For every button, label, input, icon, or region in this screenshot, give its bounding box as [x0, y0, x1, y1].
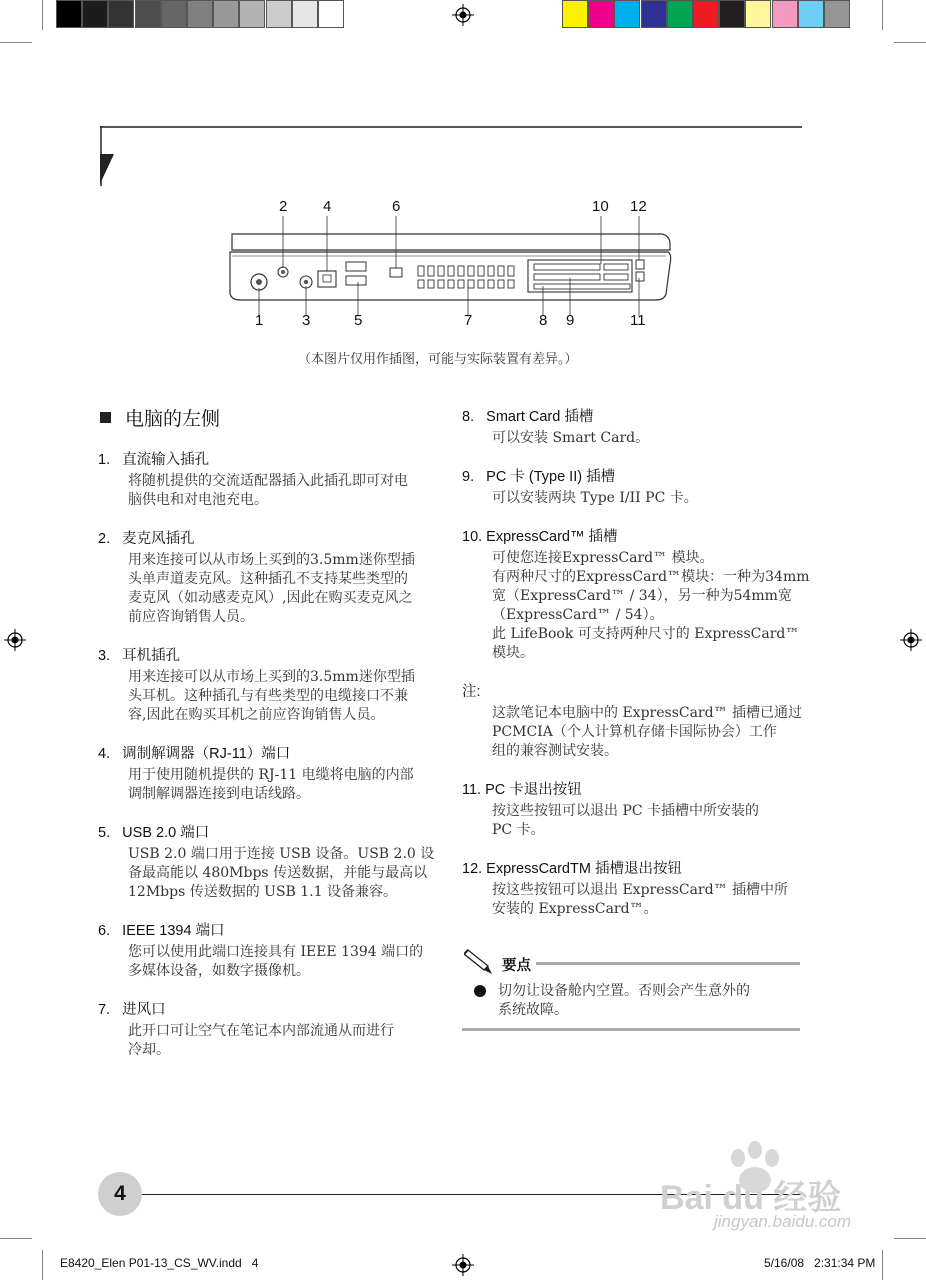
registration-mark-icon: [452, 1254, 474, 1276]
list-item: [462, 405, 802, 448]
crop-mark: [0, 42, 32, 43]
list-item: [462, 465, 802, 508]
color-swatch: [824, 0, 850, 28]
laptop-side-illustration: [220, 198, 680, 338]
item-text-line: 多媒体设备，如数字摄像机。: [128, 963, 310, 979]
square-bullet-icon: [100, 412, 111, 423]
figure-caption: （本图片仅用作插图，可能与实际装置有差异。）: [298, 352, 578, 367]
section-title: [100, 404, 220, 431]
key-point-box: [462, 946, 800, 1034]
color-swatch: [82, 0, 108, 28]
item-text-line: 用于使用随机提供的 RJ-11 电缆将电脑的内部: [128, 767, 414, 783]
item-text-line: 此 LifeBook 可支持两种尺寸的 ExpressCard™: [492, 626, 800, 642]
item-text-line: 可以安装两块 Type I/II PC 卡。: [492, 490, 698, 506]
item-title: 10. ExpressCard™ 插槽: [462, 529, 618, 545]
figure-callout: 5: [354, 312, 363, 329]
registration-mark-icon: [452, 4, 474, 26]
item-title: 12. ExpressCardTM 插槽退出按钮: [462, 861, 682, 877]
item-text-line: 将随机提供的交流适配器插入此插孔即可对电: [128, 473, 408, 489]
color-swatch: [266, 0, 292, 28]
watermark-brand: Bai du 经验: [660, 1179, 842, 1217]
list-item: [98, 742, 438, 804]
crop-mark: [882, 1250, 883, 1280]
list-item: [462, 778, 802, 840]
item-text-line: 宽（ExpressCard™ / 34），另一种为54mm宽: [492, 588, 792, 604]
list-item: [462, 857, 802, 919]
item-text-line: 可以安装 Smart Card。: [492, 430, 650, 446]
color-swatch: [108, 0, 134, 28]
item-title: 6. IEEE 1394 端口: [98, 923, 225, 939]
figure-callout: 8: [539, 312, 548, 329]
item-text-line: 脑供电和对电池充电。: [128, 492, 268, 508]
item-text-line: 组的兼容测试安装。: [492, 743, 618, 759]
item-text-line: 用来连接可以从市场上买到的3.5mm迷你型插: [128, 552, 415, 568]
item-title: 1. 直流输入插孔: [98, 452, 210, 468]
key-point-line: 系统故障。: [498, 1002, 568, 1018]
color-swatch: [135, 0, 161, 28]
item-text-line: PC 卡。: [492, 822, 545, 838]
item-text-line: 备最高能以 480Mbps 传送数据，并能与最高以: [128, 865, 428, 881]
slug-timestamp: 5/16/08 2:31:34 PM: [764, 1256, 876, 1270]
item-text-line: 前应咨询销售人员。: [128, 609, 254, 625]
figure-callout: 11: [630, 312, 646, 329]
item-title: 7. 进风口: [98, 1002, 166, 1018]
watermark-url: jingyan.baidu.com: [714, 1212, 852, 1231]
item-text-line: 按这些按钮可以退出 PC 卡插槽中所安装的: [492, 803, 760, 819]
item-text-line: PCMCIA（个人计算机存储卡国际协会）工作: [492, 724, 777, 740]
item-text-line: 按这些按钮可以退出 ExpressCard™ 插槽中所: [492, 882, 789, 898]
color-swatch: [719, 0, 745, 28]
item-text-line: 您可以使用此端口连接具有 IEEE 1394 端口的: [128, 944, 424, 960]
item-title: 2. 麦克风插孔: [98, 531, 195, 547]
page-number: 4: [114, 1182, 126, 1205]
slug-filename: E8420_Elen P01-13_CS_WV.indd 4: [60, 1256, 259, 1270]
section-title-text: 电脑的左侧: [125, 409, 221, 430]
round-bullet-icon: [474, 985, 486, 997]
figure-callout: 3: [302, 312, 311, 329]
figure-callout: 2: [279, 198, 288, 215]
color-swatch: [292, 0, 318, 28]
item-text-line: USB 2.0 端口用于连接 USB 设备。USB 2.0 设: [128, 846, 435, 862]
color-swatch: [562, 0, 588, 28]
crop-mark: [894, 42, 926, 43]
item-title: 3. 耳机插孔: [98, 648, 181, 664]
crop-mark: [894, 1238, 926, 1239]
color-swatch: [798, 0, 824, 28]
figure-callout: 12: [630, 198, 647, 215]
item-title: 8. Smart Card 插槽: [462, 409, 594, 425]
crop-mark: [42, 1250, 43, 1280]
item-text-line: 可使您连接ExpressCard™ 模块。: [492, 550, 714, 566]
item-text-line: 模块。: [492, 645, 534, 661]
registration-mark-icon: [4, 629, 26, 651]
key-point-bottom-rule: [462, 1028, 800, 1031]
item-title: 9. PC 卡 (Type II) 插槽: [462, 469, 616, 485]
list-item: [98, 821, 438, 902]
figure-callout: 6: [392, 198, 401, 215]
color-swatch: [161, 0, 187, 28]
item-text-line: 这款笔记本电脑中的 ExpressCard™ 插槽已通过: [492, 705, 803, 721]
color-swatch: [239, 0, 265, 28]
item-text-line: 用来连接可以从市场上买到的3.5mm迷你型插: [128, 669, 415, 685]
laptop-left-side-figure: [220, 198, 680, 338]
pencil-note-icon: [464, 946, 498, 976]
item-title: 5. USB 2.0 端口: [98, 825, 210, 841]
crop-mark: [0, 1238, 32, 1239]
item-text-line: 冷却。: [128, 1042, 170, 1058]
item-title: 11. PC 卡退出按钮: [462, 782, 582, 798]
item-text-line: 安装的 ExpressCard™。: [492, 901, 658, 917]
list-item: [98, 448, 438, 510]
right-column: [462, 405, 810, 938]
figure-callout: 9: [566, 312, 575, 329]
page-number-badge: [98, 1172, 142, 1216]
color-swatch: [56, 0, 82, 28]
list-item: [98, 919, 438, 981]
item-text-line: （ExpressCard™ / 54）。: [492, 607, 664, 623]
list-item: [462, 680, 802, 761]
list-item: [98, 527, 438, 627]
key-point-text: [498, 982, 798, 1020]
item-title: 4. 调制解调器（RJ-11）端口: [98, 746, 291, 762]
list-item: [462, 525, 810, 663]
crop-mark: [42, 0, 43, 30]
item-text-line: 12Mbps 传送数据的 USB 1.1 设备兼容。: [128, 884, 398, 900]
color-swatch: [187, 0, 213, 28]
figure-callout: 4: [323, 198, 332, 215]
color-swatch: [588, 0, 614, 28]
registration-mark-icon: [900, 629, 922, 651]
key-point-rule: [536, 962, 800, 965]
list-item: [98, 998, 438, 1060]
item-text-line: 容,因此在购买耳机之前应咨询销售人员。: [128, 707, 385, 723]
list-item: [98, 644, 438, 725]
left-column: [98, 448, 438, 1079]
figure-callout: 1: [255, 312, 264, 329]
item-text-line: 头耳机。这种插孔与有些类型的电缆接口不兼: [128, 688, 408, 704]
baidu-watermark: [660, 1140, 890, 1240]
color-swatch: [745, 0, 771, 28]
item-text-line: 此开口可让空气在笔记本内部流通从而进行: [128, 1023, 394, 1039]
color-swatch: [693, 0, 719, 28]
color-swatch: [772, 0, 798, 28]
color-swatch: [213, 0, 239, 28]
color-swatch: [641, 0, 667, 28]
key-point-label: 要点: [502, 958, 531, 974]
item-text-line: 麦克风（如动感麦克风）,因此在购买麦克风之: [128, 590, 413, 606]
figure-callout: 7: [464, 312, 473, 329]
chapter-header-bracket: [100, 126, 802, 188]
color-swatch: [614, 0, 640, 28]
crop-mark: [882, 0, 883, 30]
figure-callout: 10: [592, 198, 609, 215]
key-point-line: 切勿让设备舱内空置。否则会产生意外的: [498, 983, 750, 999]
item-text-line: 有两种尺寸的ExpressCard™模块：一种为34mm: [492, 569, 810, 585]
color-swatch: [667, 0, 693, 28]
item-text-line: 头单声道麦克风。这种插孔不支持某些类型的: [128, 571, 408, 587]
color-swatch: [318, 0, 344, 28]
item-title: 注:: [462, 684, 481, 700]
item-text-line: 调制解调器连接到电话线路。: [128, 786, 310, 802]
